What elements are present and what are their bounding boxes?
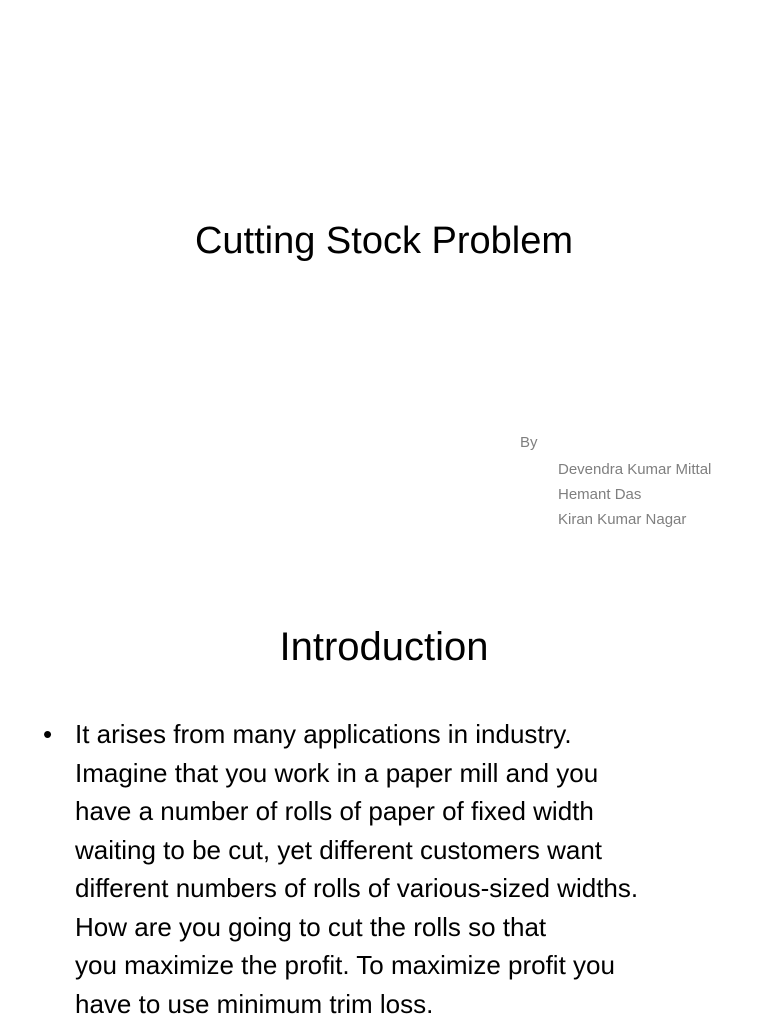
author-list bbox=[558, 457, 711, 532]
author-name: Hemant Das bbox=[558, 486, 642, 503]
by-label: By bbox=[520, 434, 538, 451]
bullet-text-line: have a number of rolls of paper of fixed width bbox=[75, 796, 594, 826]
bullet-list bbox=[0, 715, 730, 1023]
bullet-text-line: It arises from many applications in industry. bbox=[75, 719, 572, 749]
slide-title: Cutting Stock Problem bbox=[194, 220, 574, 262]
bullet-text-line: have to use minimum trim loss. bbox=[75, 988, 434, 1019]
bullet-item bbox=[0, 715, 730, 1023]
bullet-text-line: waiting to be cut, yet different customers want bbox=[75, 834, 603, 865]
bullet-text-line: different numbers of rolls of various-sized widths. bbox=[75, 873, 639, 903]
introduction-slide bbox=[0, 576, 768, 1024]
introduction-heading: Introduction bbox=[279, 625, 489, 669]
bullet-text-line: Imagine that you work in a paper mill and you bbox=[75, 757, 599, 788]
bullet-text-line: you maximize the profit. To maximize profit you bbox=[75, 950, 615, 980]
bullet-text-line: How are you going to cut the rolls so that bbox=[75, 911, 547, 942]
author-name: Kiran Kumar Nagar bbox=[558, 511, 687, 528]
bullet-icon: • bbox=[43, 719, 53, 749]
author-name: Devendra Kumar Mittal bbox=[558, 461, 712, 478]
